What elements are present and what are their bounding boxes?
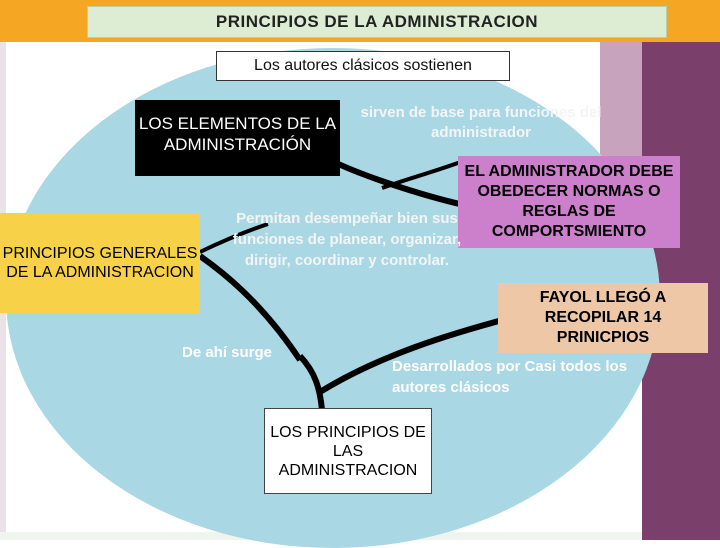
node-principios-generales: PRINCIPIOS GENERALES DE LA ADMINISTRACION — [0, 213, 200, 313]
text-sirven: sirven de base para funciones del administrador — [360, 104, 602, 141]
arrow-normas-to-elementos — [382, 160, 466, 188]
page-title: PRINCIPIOS DE LA ADMINISTRACION — [87, 6, 667, 38]
subtitle-box: Los autores clásicos sostienen — [216, 51, 510, 81]
text-permitan: Permitan desempeñar bien sus funciones de planear, organizar, dirigir, coordinar y controlar. — [232, 210, 462, 269]
node-fayol: FAYOL LLEGÓ A RECOPILAR 14 PRINICPIOS — [498, 283, 708, 353]
text-de-ahi: De ahí surge — [182, 344, 273, 361]
arrow-lower-to-los-principios — [300, 356, 322, 410]
node-los-principios: LOS PRINCIPIOS DE LAS ADMINISTRACION — [264, 408, 432, 494]
node-elementos: LOS ELEMENTOS DE LA ADMINISTRACIÓN — [135, 100, 340, 176]
text-desarrollados: Desarrollados por Casi todos los autores clásicos — [392, 358, 628, 396]
node-normas: EL ADMINISTRADOR DEBE OBEDECER NORMAS O REGLAS DE COMPORTSMIENTO — [458, 156, 680, 248]
